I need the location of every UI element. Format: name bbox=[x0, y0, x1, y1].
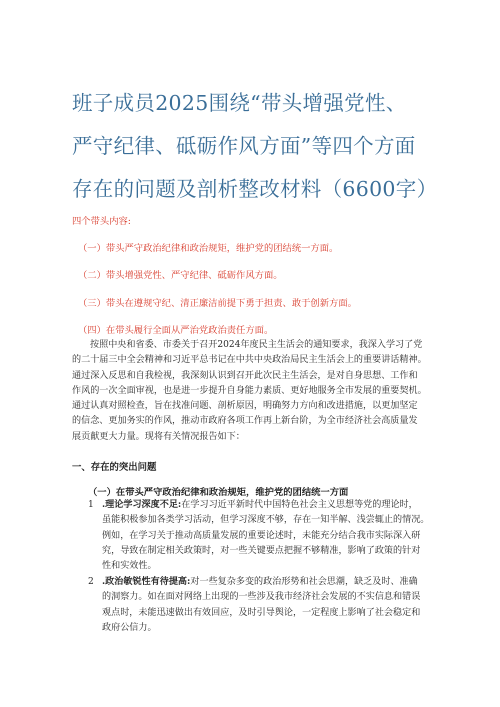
section-heading: 一、存在的突出问题 bbox=[72, 462, 157, 473]
subsection-heading: （一）在带头严守政治纪律和政治规矩，维护党的团结统一方面 bbox=[88, 487, 349, 498]
intro-line: 展贡献更大力量。现将有关情况报告如下： bbox=[72, 431, 245, 442]
point-label: .政治敏锐性有待提高: bbox=[102, 576, 191, 587]
point-line: 的洞察力。如在面对网络上出现的一些涉及我市经济社会发展的不实信息和错误 bbox=[102, 592, 421, 603]
intro-line: 通过认真对照检查，旨在找准问题、剖析原因，明确努力方向和改进措施，以更加坚定 bbox=[72, 401, 418, 412]
title-line: 严守纪律、砥砺作风方面”等四个方面 bbox=[72, 134, 416, 158]
point-number: 2 bbox=[88, 577, 94, 587]
intro-line: 按照中央和省委、市委关于召开2024年度民主生活会的通知要求，我深入学习了党 bbox=[90, 340, 423, 350]
point-line: 在学习习近平新时代中国特色社会主义思想等党的理论时， bbox=[181, 500, 418, 510]
intro-line: 的二十届三中全会精神和习近平总书记在中共中央政治局民主生活会上的重要讲话精神。 bbox=[72, 355, 427, 366]
point-line: 观点时，未能迅速做出有效回应，及时引导舆论，一定程度上影响了社会稳定和 bbox=[102, 607, 421, 618]
intro-paragraph bbox=[72, 338, 444, 445]
point-2 bbox=[88, 574, 452, 636]
title-line: 班子成员2025围绕“带头增强党性、 bbox=[72, 91, 407, 115]
point-label: .理论学习深度不足: bbox=[102, 499, 182, 510]
four-item-1: （一）带头严守政治纪律和政治规矩，维护党的团结统一方面。 bbox=[78, 243, 339, 254]
four-item-4: （四）在带头履行全面从严治党政治责任方面。 bbox=[78, 325, 274, 336]
four-item-2: （二）带头增强党性、严守纪律、砥砺作风方面。 bbox=[78, 270, 283, 281]
document-title bbox=[72, 82, 472, 211]
intro-line: 的信念、更加务实的作风，推动市政府各项工作再上新台阶，为全市经济社会高质量发 bbox=[72, 416, 418, 427]
point-line: 政府公信力。 bbox=[102, 622, 157, 633]
intro-line: 通过深入反思和自我检视，我深刻认识到召开此次民主生活会，是对自身思想、工作和 bbox=[72, 370, 418, 381]
four-heading: 四个带头内容: bbox=[72, 216, 131, 227]
point-line: 性和实效性。 bbox=[102, 561, 157, 572]
title-line: 存在的问题及剖析整改材料（6600字） bbox=[72, 177, 438, 201]
point-line: 虽能积极参加各类学习活动，但学习深度不够，存在一知半解、浅尝辄止的情况。 bbox=[102, 515, 430, 526]
point-line: 对一些复杂多变的政治形势和社会思潮，缺乏及时、准确 bbox=[190, 577, 418, 587]
point-line: 例如，在学习关于推动高质量发展的重要论述时，未能充分结合我市实际深入研 bbox=[102, 530, 421, 541]
intro-line: 作风的一次全面审视，也是进一步提升自身能力素质、更好地服务全市发展的重要契机。 bbox=[72, 385, 427, 396]
point-line: 究，导致在制定相关政策时，对一些关键要点把握不够精准，影响了政策的针对 bbox=[102, 545, 421, 556]
point-1 bbox=[88, 497, 452, 574]
four-item-3: （三）带头在遵规守纪、清正廉洁前提下勇于担责、敢于创新方面。 bbox=[78, 298, 357, 309]
point-number: 1 bbox=[88, 500, 94, 510]
